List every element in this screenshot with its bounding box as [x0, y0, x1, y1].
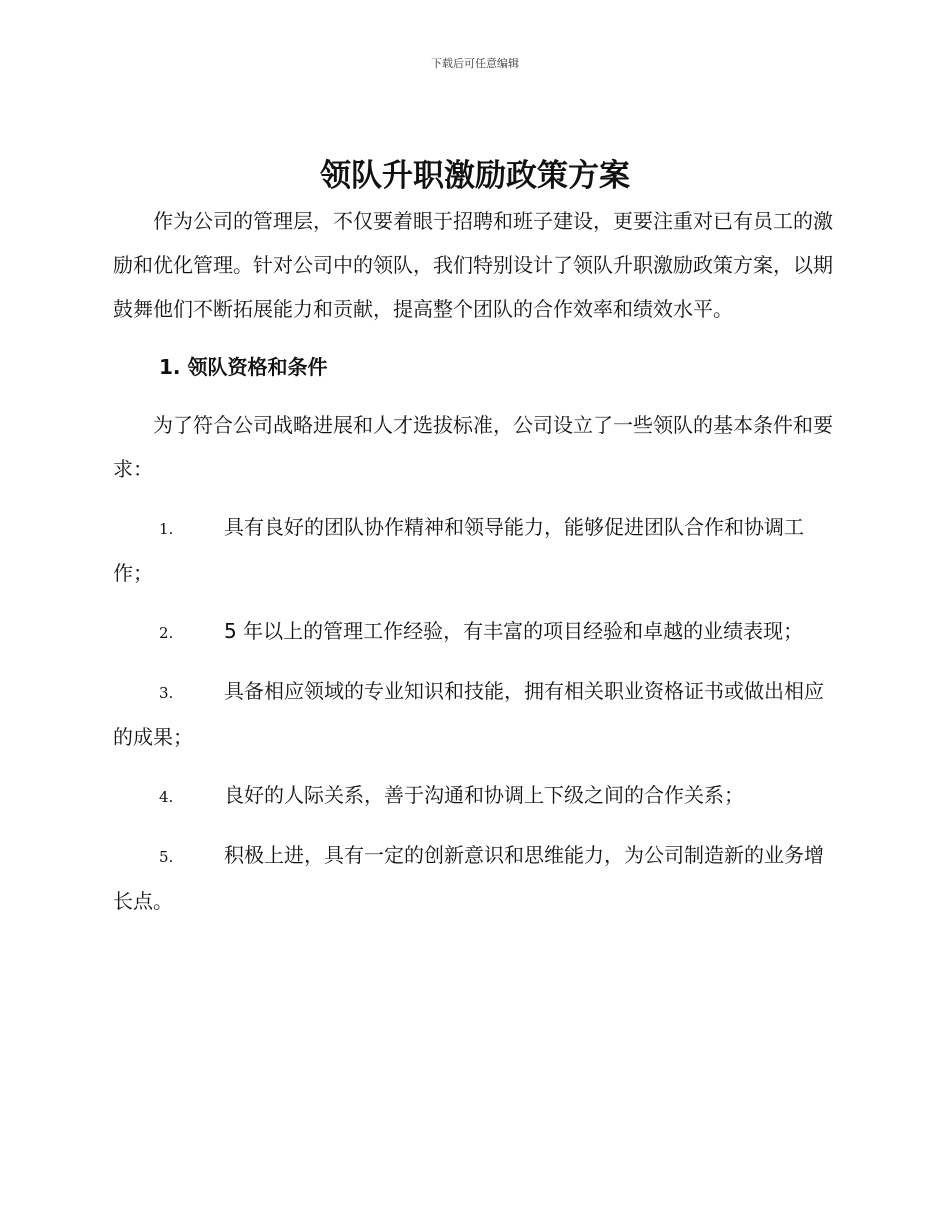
list-item	[113, 773, 833, 819]
list-item-number: 4.	[159, 788, 174, 806]
list-item-number: 3.	[159, 684, 174, 702]
document-title: 领队升职激励政策方案	[320, 158, 630, 194]
list-item	[113, 609, 833, 655]
list-item	[113, 833, 833, 923]
list-item-text: 具有良好的团队协作精神和领导能力，能够促进团队合作和协调工作；	[113, 515, 804, 585]
intro-paragraph: 作为公司的管理层，不仅要着眼于招聘和班子建设，更要注重对已有员工的激励和优化管理。针对公司中的领队，我们特别设计了领队升职激励政策方案，以期鼓舞他们不断拓展能力和贡献，提高整个团队的合作效率和绩效水平。	[113, 209, 833, 321]
list-item-number: 1.	[159, 520, 174, 538]
list-item	[113, 669, 833, 759]
document-body	[113, 199, 833, 923]
list-item-number: 5.	[159, 848, 174, 866]
list-item-text: 良好的人际关系，善于沟通和协调上下级之间的合作关系；	[224, 783, 744, 807]
list-item-text: 积极上进，具有一定的创新意识和思维能力，为公司制造新的业务增长点。	[113, 843, 824, 913]
section-lead-paragraph: 为了符合公司战略进展和人才选拔标准，公司设立了一些领队的基本条件和要求：	[113, 413, 833, 481]
list-item	[113, 505, 833, 595]
list-item-text: 具备相应领域的专业知识和技能，拥有相关职业资格证书或做出相应的成果；	[113, 679, 824, 749]
page-header-note: 下载后可任意编辑	[431, 57, 519, 70]
section-heading: 1. 领队资格和条件	[159, 355, 328, 379]
list-item-text: 5 年以上的管理工作经验，有丰富的项目经验和卓越的业绩表现；	[224, 619, 804, 643]
list-item-number: 2.	[159, 624, 174, 642]
